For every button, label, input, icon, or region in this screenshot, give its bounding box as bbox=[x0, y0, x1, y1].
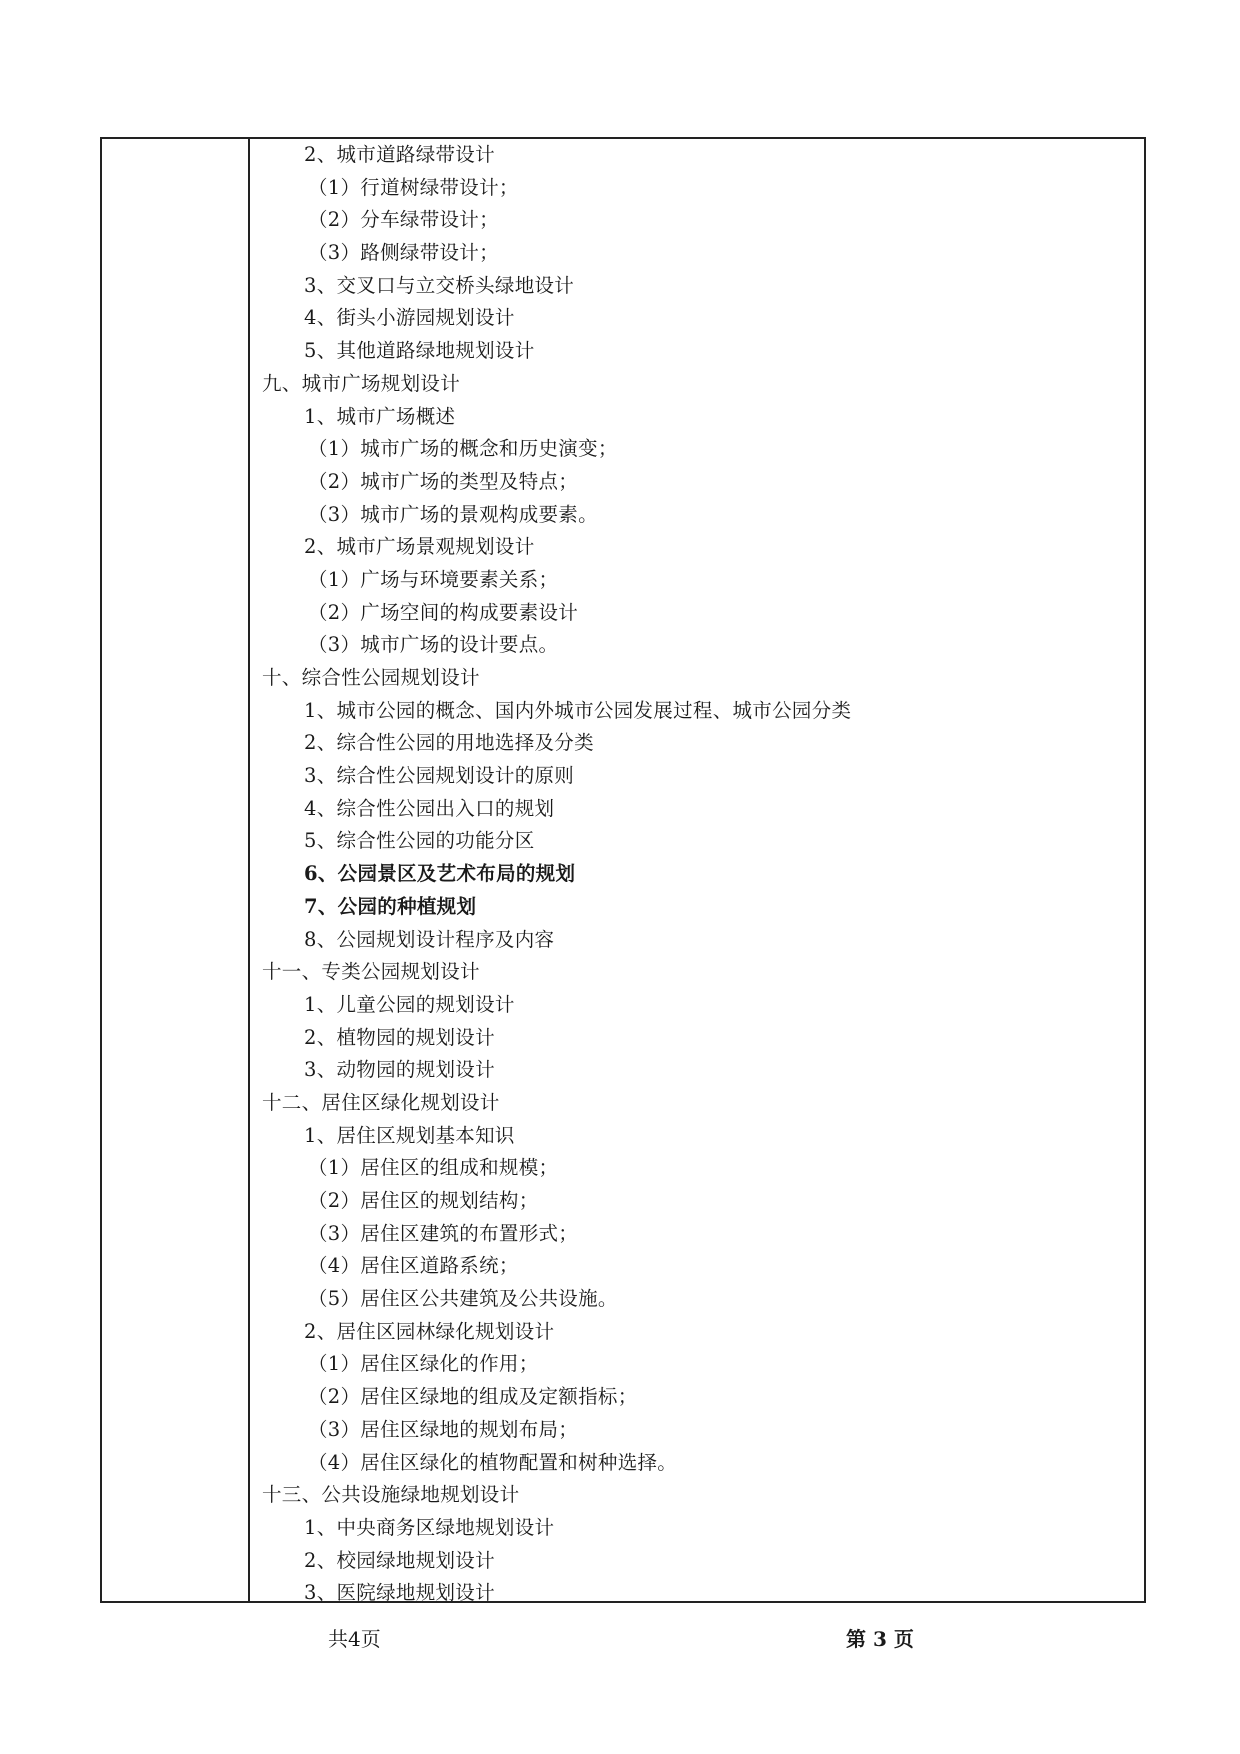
outline-item: 2、居住区园林绿化规划设计 bbox=[304, 1319, 555, 1343]
outline-item: 1、中央商务区绿地规划设计 bbox=[304, 1515, 555, 1539]
section-heading: 十、综合性公园规划设计 bbox=[262, 666, 480, 689]
syllabus-table bbox=[100, 137, 1146, 1603]
outline-subitem: （1）城市广场的概念和历史演变； bbox=[308, 437, 618, 461]
outline-item: 2、城市广场景观规划设计 bbox=[304, 535, 535, 559]
outline-subitem: （2）分车绿带设计； bbox=[308, 208, 499, 232]
outline-item: 3、医院绿地规划设计 bbox=[304, 1581, 495, 1605]
outline-item: 8、公园规划设计程序及内容 bbox=[304, 927, 555, 951]
outline-subitem: （4）居住区绿化的植物配置和树种选择。 bbox=[308, 1450, 678, 1474]
outline-item: 5、其他道路绿地规划设计 bbox=[304, 339, 535, 363]
outline-subitem: （4）居住区道路系统； bbox=[308, 1254, 519, 1278]
outline-item: 6、公园景区及艺术布局的规划 bbox=[304, 862, 576, 886]
outline-subitem: （1）居住区绿化的作用； bbox=[308, 1352, 539, 1376]
outline-item: 3、动物园的规划设计 bbox=[304, 1058, 495, 1082]
outline-subitem: （1）行道树绿带设计； bbox=[308, 175, 519, 199]
outline-subitem: （1）广场与环境要素关系； bbox=[308, 567, 559, 591]
column-divider bbox=[248, 139, 250, 1601]
outline-item: 2、校园绿地规划设计 bbox=[304, 1548, 495, 1572]
outline-item: 1、城市广场概述 bbox=[304, 404, 456, 428]
outline-subitem: （3）居住区建筑的布置形式； bbox=[308, 1221, 579, 1245]
outline-subitem: （3）城市广场的景观构成要素。 bbox=[308, 502, 598, 526]
outline-item: 3、交叉口与立交桥头绿地设计 bbox=[304, 273, 575, 297]
section-heading: 九、城市广场规划设计 bbox=[262, 371, 461, 395]
outline-subitem: （2）城市广场的类型及特点； bbox=[308, 469, 579, 493]
outline-subitem: （2）居住区的规划结构； bbox=[308, 1189, 539, 1212]
outline-subitem: （5）居住区公共建筑及公共设施。 bbox=[308, 1287, 618, 1311]
outline-item: 2、植物园的规划设计 bbox=[304, 1025, 495, 1049]
outline-subitem: （3）城市广场的设计要点。 bbox=[308, 633, 559, 657]
outline-item: 1、城市公园的概念、国内外城市公园发展过程、城市公园分类 bbox=[304, 698, 852, 722]
page-number-label: 第 3 页 bbox=[846, 1627, 914, 1651]
outline-item: 1、居住区规划基本知识 bbox=[304, 1123, 515, 1147]
outline-item: 2、城市道路绿带设计 bbox=[304, 143, 495, 166]
syllabus-outline bbox=[262, 139, 1134, 1610]
outline-subitem: （1）居住区的组成和规模； bbox=[308, 1156, 559, 1180]
outline-item: 7、公园的种植规划 bbox=[304, 894, 477, 918]
total-pages-label: 共4页 bbox=[328, 1627, 381, 1651]
outline-item: 4、综合性公园出入口的规划 bbox=[304, 796, 555, 820]
outline-item: 3、综合性公园规划设计的原则 bbox=[304, 764, 575, 788]
outline-item: 5、综合性公园的功能分区 bbox=[304, 829, 535, 853]
section-heading: 十三、公共设施绿地规划设计 bbox=[262, 1483, 520, 1507]
outline-subitem: （3）居住区绿地的规划布局； bbox=[308, 1417, 579, 1441]
outline-item: 1、儿童公园的规划设计 bbox=[304, 992, 515, 1016]
section-heading: 十一、专类公园规划设计 bbox=[262, 960, 480, 984]
outline-subitem: （2）居住区绿地的组成及定额指标； bbox=[308, 1385, 638, 1409]
outline-item: 2、综合性公园的用地选择及分类 bbox=[304, 731, 594, 755]
section-heading: 十二、居住区绿化规划设计 bbox=[262, 1090, 500, 1114]
outline-subitem: （3）路侧绿带设计； bbox=[308, 241, 499, 265]
outline-subitem: （2）广场空间的构成要素设计 bbox=[308, 600, 579, 624]
outline-item: 4、街头小游园规划设计 bbox=[304, 306, 515, 330]
